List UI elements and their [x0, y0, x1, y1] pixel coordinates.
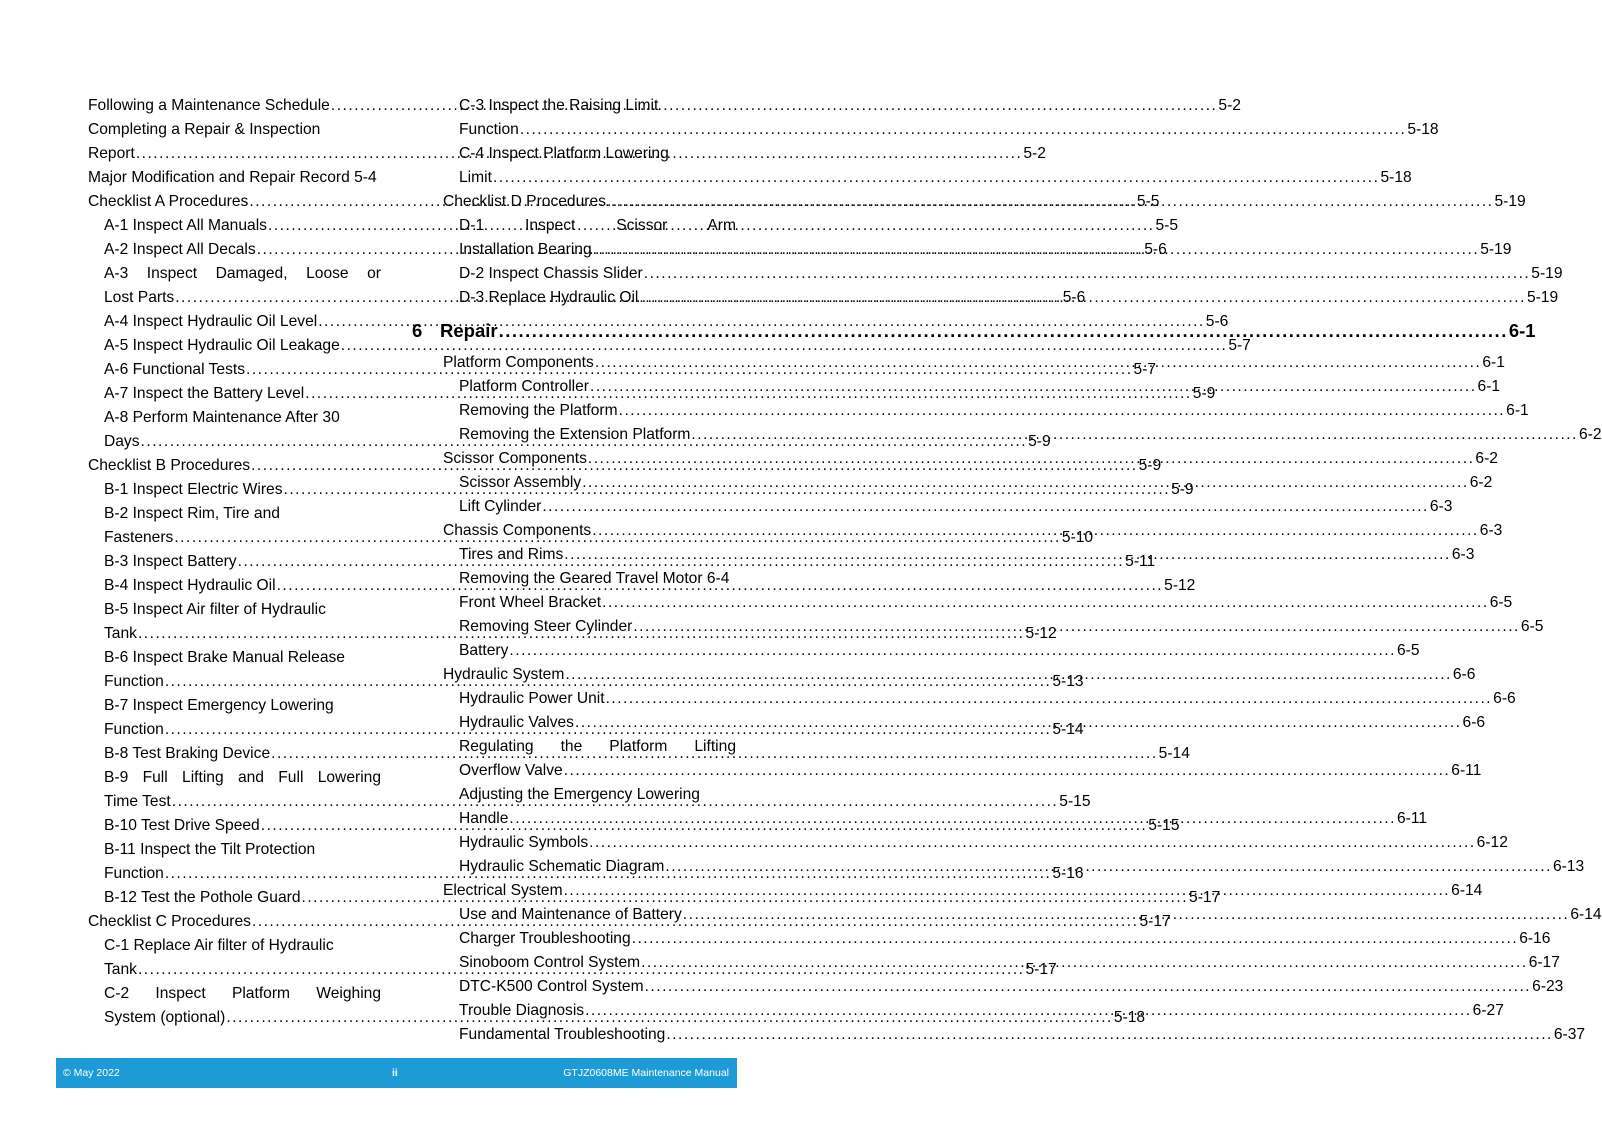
toc-entry-title: Major Modification and Repair Record 5-4: [88, 169, 377, 186]
toc-page-number: 6-1: [1482, 354, 1505, 371]
toc-page-number: 5-17: [1139, 913, 1171, 930]
toc-page-number: 6-6: [1493, 690, 1516, 707]
toc-entry[interactable]: [412, 591, 1513, 615]
toc-entry[interactable]: [412, 783, 736, 807]
toc-page-number: 5-18: [1113, 1009, 1146, 1026]
toc-page-number: 6-11: [1396, 810, 1428, 827]
toc-entry[interactable]: [412, 118, 1439, 142]
toc-entry-title: A-8 Perform Maintenance After 30: [104, 409, 340, 426]
toc-entry-title: Fundamental Troubleshooting: [459, 1026, 666, 1043]
dot-leader: [508, 639, 1397, 663]
toc-entry[interactable]: [412, 639, 1420, 663]
page-footer: [56, 1058, 737, 1088]
dot-leader: [665, 1023, 1554, 1047]
toc-entry-title: B-9 Full Lifting and Full Lowering: [104, 769, 381, 786]
dot-leader: [640, 951, 1529, 975]
toc-entry-title: C-3 Inspect the Raising Limit: [459, 97, 659, 114]
toc-page-number: 6-1: [1506, 402, 1529, 419]
toc-page-number: 5-9: [1028, 433, 1051, 450]
toc-page-number: 5-9: [1138, 457, 1162, 474]
toc-entry-title: Charger Troubleshooting: [459, 930, 631, 947]
toc-page-number: 5-14: [1052, 721, 1084, 738]
toc-page-number: 5-19: [1480, 241, 1512, 258]
dot-leader: [563, 543, 1452, 567]
toc-entry-title: B-12 Test the Pothole Guard: [104, 889, 301, 906]
dot-leader: [574, 711, 1463, 735]
toc-entry[interactable]: [88, 766, 381, 790]
toc-entry[interactable]: [88, 646, 381, 670]
dot-leader: [638, 286, 1527, 310]
dot-leader: [643, 262, 1532, 286]
toc-page-number: 5-19: [1526, 289, 1559, 306]
toc-entry-title: Hydraulic Valves: [459, 714, 574, 731]
toc-page-number: 6-3: [1451, 546, 1475, 563]
toc-entry[interactable]: [412, 567, 736, 591]
toc-entry[interactable]: [412, 142, 736, 166]
toc-entry[interactable]: [88, 334, 1251, 358]
footer-manual-title: GTJZ0608ME Maintenance Manual: [563, 1067, 729, 1079]
toc-page-number: 6-11: [1451, 762, 1482, 779]
toc-entry[interactable]: [88, 598, 381, 622]
dot-leader: [563, 759, 1452, 783]
toc-page-number: 5-7: [1228, 337, 1251, 354]
toc-page-number: 6-2: [1475, 450, 1498, 467]
dot-leader: [519, 118, 1408, 142]
toc-entry-title: Tank: [104, 625, 137, 642]
toc-entry-title: Trouble Diagnosis: [459, 1002, 585, 1019]
chapter-number: 6: [412, 320, 423, 341]
toc-entry-title: B-11 Inspect the Tilt Protection: [104, 841, 316, 858]
toc-entry-title: A-5 Inspect Hydraulic Oil Leakage: [104, 337, 340, 354]
dot-leader: [564, 663, 1453, 687]
toc-entry[interactable]: [88, 982, 381, 1006]
dot-leader: [594, 351, 1483, 375]
toc-page-number: 6-27: [1472, 1002, 1504, 1019]
toc-entry[interactable]: [412, 1023, 1586, 1047]
toc-entry[interactable]: [88, 262, 381, 286]
toc-entry-title: Checklist A Procedures: [88, 193, 249, 210]
toc-page-number: 6-14: [1451, 882, 1483, 899]
toc-entry-title: Function: [104, 673, 164, 690]
toc-page-number: 5-16: [1052, 865, 1084, 882]
toc-entry-title: Report: [88, 145, 135, 162]
toc-entry-title: Platform Controller: [459, 378, 589, 395]
toc-entry[interactable]: [412, 735, 736, 759]
toc-entry[interactable]: [412, 262, 1563, 286]
toc-entry-title: Adjusting the Emergency Lowering: [459, 786, 700, 803]
toc-entry[interactable]: [412, 94, 736, 118]
toc-page-number: 5-18: [1380, 169, 1412, 186]
toc-entry-title: A-1 Inspect All Manuals: [104, 217, 267, 234]
toc-entry[interactable]: [88, 838, 381, 862]
toc-page-number: 5-7: [1133, 361, 1157, 378]
dot-leader: [690, 423, 1579, 447]
toc-entry-title: Scissor Components: [443, 450, 587, 467]
toc-entry-title: Overflow Valve: [459, 762, 563, 779]
toc-page-number: 5-15: [1059, 793, 1091, 810]
toc-entry-title: Following a Maintenance Schedule: [88, 97, 330, 114]
toc-entry-title: Repair: [440, 320, 498, 341]
toc-page-number: 5-13: [1052, 673, 1084, 690]
toc-entry-title: A-2 Inspect All Decals: [104, 241, 256, 258]
toc-page-number: 6-6: [1462, 714, 1486, 731]
toc-entry-title: Lost Parts: [104, 289, 175, 306]
toc-page-number: 6-2: [1578, 426, 1602, 443]
dot-leader: [605, 687, 1494, 711]
dot-leader: [601, 591, 1490, 615]
toc-entry-title: B-5 Inspect Air filter of Hydraulic: [104, 601, 326, 618]
toc-entry-title: B-7 Inspect Emergency Lowering: [104, 697, 334, 714]
toc-entry[interactable]: [412, 687, 1516, 711]
dot-leader: [644, 975, 1533, 999]
dot-leader: [632, 615, 1521, 639]
toc-entry-title: Removing the Platform: [459, 402, 618, 419]
toc-entry[interactable]: [88, 406, 381, 430]
toc-page-number: 6-13: [1552, 858, 1585, 875]
toc-page-number: 5-6: [1144, 241, 1167, 258]
toc-entry-title: C-1 Replace Air filter of Hydraulic: [104, 937, 334, 954]
toc-entry-title: Checklist C Procedures: [88, 913, 251, 930]
toc-entry-title: Lift Cylinder: [459, 498, 542, 515]
toc-entry[interactable]: [88, 694, 381, 718]
toc-entry-title: B-3 Inspect Battery: [104, 553, 237, 570]
toc-entry-title: C-2 Inspect Platform Weighing: [104, 985, 381, 1002]
toc-entry-title: Hydraulic System: [443, 666, 565, 683]
toc-page-number: 6-3: [1479, 522, 1503, 539]
dot-leader: [664, 855, 1553, 879]
toc-page-number: 6-14: [1570, 906, 1602, 923]
toc-entry[interactable]: [412, 927, 1551, 951]
toc-entry-title: Completing a Repair & Inspection: [88, 121, 321, 138]
toc-entry-title: Use and Maintenance of Battery: [459, 906, 682, 923]
toc-entry[interactable]: [412, 166, 1412, 190]
dot-leader: [581, 471, 1470, 495]
toc-entry-title: Limit: [459, 169, 492, 186]
toc-page-number: 5-2: [1218, 97, 1241, 114]
toc-entry-title: Checklist D Procedures: [443, 193, 606, 210]
toc-entry-title: Installation Bearing: [459, 241, 592, 258]
toc-entry[interactable]: [88, 166, 381, 190]
toc-page-number: 6-23: [1532, 978, 1564, 995]
dot-leader: [592, 238, 1481, 262]
toc-entry-title: D-1 Inspect Scissor Arm: [459, 217, 736, 234]
dot-leader: [563, 879, 1452, 903]
toc-page-number: 6-1: [1508, 320, 1536, 341]
dot-leader: [584, 999, 1473, 1023]
toc-entry-title: B-8 Test Braking Device: [104, 745, 271, 762]
toc-entry[interactable]: [412, 831, 1508, 855]
dot-leader: [618, 399, 1507, 423]
toc-entry-title: Battery: [459, 642, 509, 659]
toc-page-number: 5-18: [1407, 121, 1439, 138]
toc-entry-title: A-6 Functional Tests: [104, 361, 245, 378]
toc-entry-title: Handle: [459, 810, 509, 827]
toc-entry-title: Function: [104, 865, 164, 882]
toc-entry-title: System (optional): [104, 1009, 226, 1026]
toc-page-number: 6-5: [1520, 618, 1544, 635]
toc-page-number: 6-37: [1553, 1026, 1586, 1043]
toc-page-number: 5-17: [1025, 961, 1057, 978]
toc-entry-title: A-7 Inspect the Battery Level: [104, 385, 305, 402]
toc-page-number: 5-14: [1158, 745, 1190, 762]
toc-entry[interactable]: [88, 118, 381, 142]
toc-page-number: 6-6: [1452, 666, 1476, 683]
toc-entry[interactable]: [412, 975, 1564, 999]
toc-entry-title: Tires and Rims: [459, 546, 564, 563]
dot-leader: [589, 375, 1478, 399]
toc-page-number: 5-2: [1023, 145, 1046, 162]
toc-entry[interactable]: [412, 399, 1529, 423]
dot-leader: [541, 495, 1430, 519]
toc-entry-title: B-2 Inspect Rim, Tire and: [104, 505, 280, 522]
toc-entry-title: Function: [459, 121, 519, 138]
toc-page-number: 5-11: [1125, 553, 1156, 570]
toc-page-number: 5-5: [1155, 217, 1179, 234]
toc-entry-title: A-3 Inspect Damaged, Loose or: [104, 265, 381, 282]
toc-page-number: 6-1: [1477, 378, 1501, 395]
toc-entry-title: Hydraulic Power Unit: [459, 690, 605, 707]
toc-page-number: 6-16: [1519, 930, 1551, 947]
toc-page-number: 6-12: [1476, 834, 1508, 851]
toc-page-number: 5-5: [1136, 193, 1160, 210]
toc-entry[interactable]: [88, 502, 381, 526]
dot-leader: [498, 314, 1509, 348]
toc-entry[interactable]: [412, 495, 1453, 519]
toc-entry[interactable]: [412, 214, 736, 238]
toc-page-number: 5-19: [1531, 265, 1563, 282]
toc-entry-title: Platform Components: [443, 354, 594, 371]
toc-entry-title: D-3 Replace Hydraulic Oil: [459, 289, 639, 306]
toc-entry-title: D-2 Inspect Chassis Slider: [459, 265, 643, 282]
toc-entry-title: Checklist B Procedures: [88, 457, 251, 474]
footer-date: © May 2022: [63, 1067, 120, 1079]
dot-leader: [588, 831, 1477, 855]
toc-entry-title: Function: [104, 721, 164, 738]
toc-page-number: 6-17: [1528, 954, 1560, 971]
toc-entry[interactable]: [412, 759, 1482, 783]
toc-entry-title: B-6 Inspect Brake Manual Release: [104, 649, 345, 666]
toc-page-number: 5-9: [1171, 481, 1194, 498]
toc-page-number: 5-9: [1192, 385, 1216, 402]
toc-page-number: 5-12: [1025, 625, 1057, 642]
toc-entry-title: Regulating the Platform Lifting: [459, 738, 736, 755]
toc-entry-title: B-1 Inspect Electric Wires: [104, 481, 283, 498]
toc-entry-title: Removing the Geared Travel Motor 6-4: [459, 570, 730, 587]
dot-leader: [631, 927, 1520, 951]
toc-page-number: 6-5: [1396, 642, 1420, 659]
toc-page-number: 6-3: [1429, 498, 1453, 515]
dot-leader: [508, 807, 1397, 831]
toc-entry-title: Sinoboom Control System: [459, 954, 641, 971]
toc-entry-title: Removing the Extension Platform: [459, 426, 691, 443]
toc-page-number: 5-17: [1189, 889, 1221, 906]
toc-entry-title: Hydraulic Schematic Diagram: [459, 858, 665, 875]
dot-leader: [492, 166, 1381, 190]
toc-page-number: 5-15: [1148, 817, 1180, 834]
toc-entry-title: Chassis Components: [443, 522, 592, 539]
toc-page-number: 5-6: [1062, 289, 1086, 306]
dot-leader: [682, 903, 1571, 927]
toc-entry-title: Hydraulic Symbols: [459, 834, 589, 851]
toc-entry-title: Removing Steer Cylinder: [459, 618, 633, 635]
toc-page-number: 5-19: [1494, 193, 1526, 210]
toc-page-number: 5-12: [1164, 577, 1196, 594]
dot-leader: [606, 190, 1495, 214]
dot-leader: [587, 447, 1476, 471]
dot-leader: [591, 519, 1480, 543]
toc-entry-title: C-4 Inspect Platform Lowering: [459, 145, 669, 162]
toc-entry[interactable]: [88, 934, 381, 958]
toc-page-number: 5-10: [1061, 529, 1094, 546]
toc-entry-title: Time Test: [104, 793, 171, 810]
toc-entry-title: Front Wheel Bracket: [459, 594, 602, 611]
toc-entry-title: Tank: [104, 961, 137, 978]
toc-entry-title: DTC-K500 Control System: [459, 978, 644, 995]
toc-entry-title: A-4 Inspect Hydraulic Oil Level: [104, 313, 318, 330]
toc-page-number: 5-6: [1205, 313, 1229, 330]
toc-page-number: 6-5: [1489, 594, 1513, 611]
toc-entry-title: Electrical System: [443, 882, 563, 899]
toc-entry-title: Days: [104, 433, 140, 450]
toc-entry-title: B-4 Inspect Hydraulic Oil: [104, 577, 276, 594]
toc-page-number: 6-2: [1469, 474, 1493, 491]
toc-entry-title: B-10 Test Drive Speed: [104, 817, 260, 834]
toc-entry-title: Scissor Assembly: [459, 474, 582, 491]
toc-entry-title: Fasteners: [104, 529, 174, 546]
footer-page-number: ii: [392, 1067, 398, 1079]
